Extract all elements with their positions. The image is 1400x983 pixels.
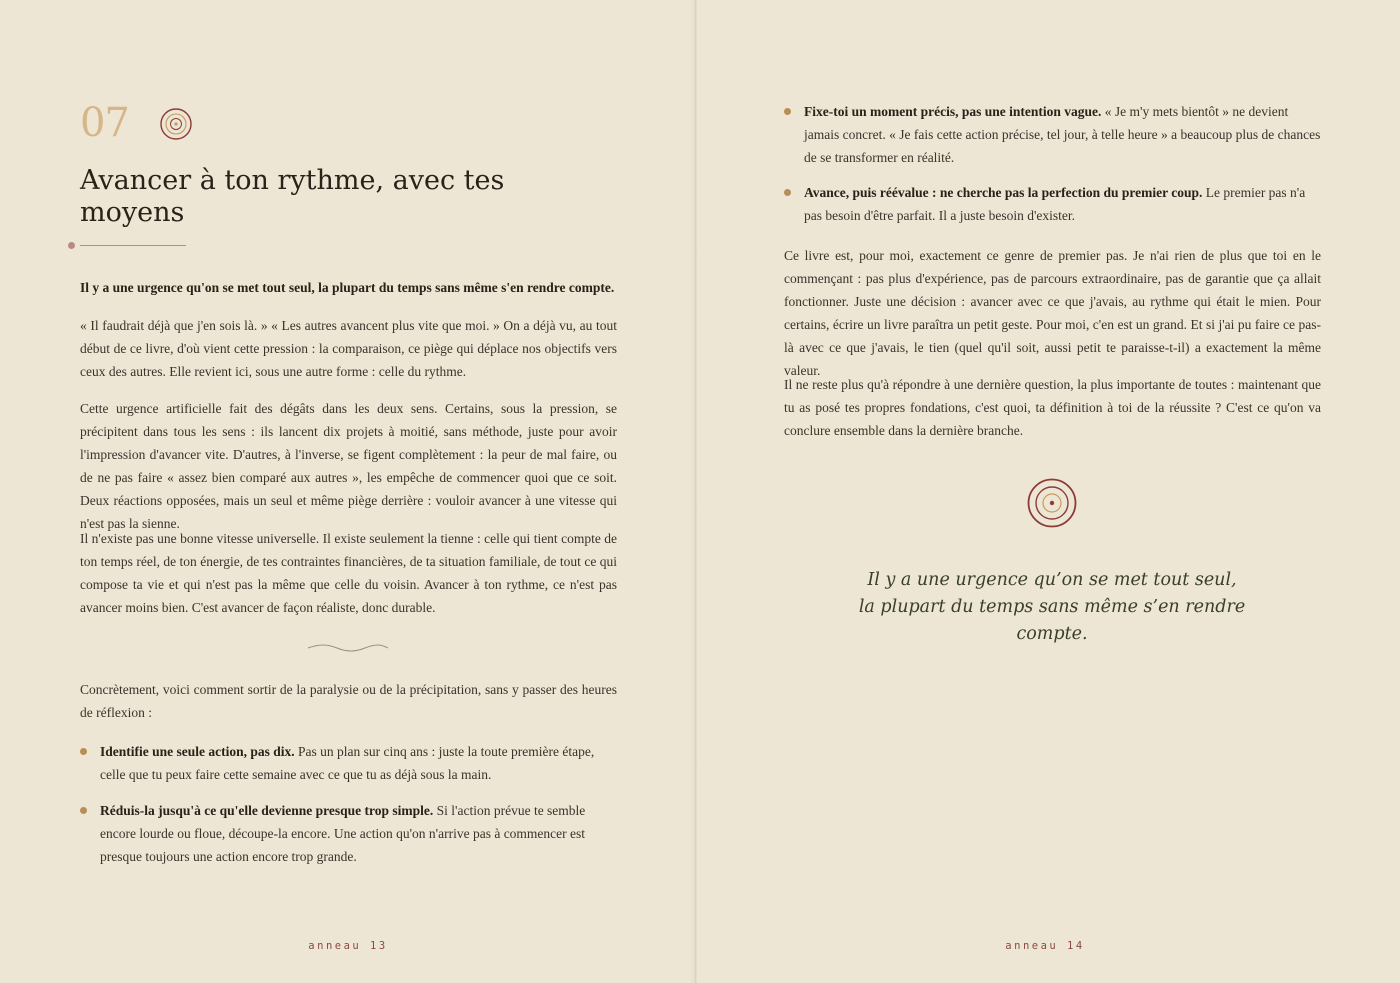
page-number: anneau 14 [1005,940,1085,952]
wave-divider-icon [307,641,389,655]
title-underline-line [80,245,186,246]
lead-paragraph: Il y a une urgence qu'on se met tout seul, la plupart du temps sans même s'en rendre compte. [80,280,615,295]
pull-quote: Il y a une urgence qu’on se met tout seul, la plupart du temps sans même s’en rendre compte. [858,570,1246,644]
body-paragraph: Il n'existe pas une bonne vitesse universelle. Il existe seulement la tienne : celle qui tient compte de ton temps réel, de ton énergie, de tes contraintes financières, de ta situation familiale, de tout ce qui compose ta vie et qui n'est pas la même que celle du voisin. Avancer à ton rythme, ce n'est pas avancer moins bien. C'est avancer de façon réaliste, donc durable. [80,531,617,615]
list-item-bold: Avance, puis réévalue : ne cherche pas la perfection du premier coup. [804,185,1203,200]
body-paragraph: Ce livre est, pour moi, exactement ce genre de premier pas. Je n'ai rien de plus que toi en le commençant : pas plus d'expérience, pas de parcours extraordinaire, pas de garantie que ça allait fonctionner. Juste une décision : avancer avec ce que j'avais, au rythme qui était le mien. Pour certains, écrire un livre paraîtra un petit geste. Pour moi, c'en est un grand. Et si j'ai pu faire ce pas-là avec ce que j'avais, le tien (quel qu'il soit, aussi petit te paraisse-t-il) a exactement la même valeur. [784,248,1321,378]
left-page [0,0,696,983]
list-item-text: Si l'action prévue te semble encore lourde ou floue, découpe-la encore. Une action qu'on n'arrive pas à commencer est presque toujours une action encore trop grande. [100,803,586,864]
right-page [697,0,1393,983]
title-underline [68,240,188,252]
concentric-rings-icon [160,108,192,140]
chapter-title: Avancer à ton rythme, avec tes moyens [80,165,505,228]
list-item-bold: Réduis-la jusqu'à ce qu'elle devienne presque trop simple. [100,803,434,818]
list-item-text: « Je m'y mets bientôt » ne devient jamais concret. « Je fais cette action précise, tel jour, à telle heure » a beaucoup plus de chances de se transformer en réalité. [804,104,1321,165]
page-number: anneau 13 [308,940,388,952]
chapter-number: 07 [80,100,129,146]
list-item [100,740,620,786]
body-paragraph: Concrètement, voici comment sortir de la paralysie ou de la précipitation, sans y passer des heures de réflexion : [80,682,617,720]
body-paragraph: Cette urgence artificielle fait des dégâts dans les deux sens. Certains, sous la pression, se précipitent dans tous les sens : ils lancent dix projets à moitié, sans méthode, juste pour avoir l'impression d'avancer vite. D'autres, à l'inverse, se figent complètement : la peur de mal faire, ou de ne pas faire « assez bien comparé aux autres », les empêche de commencer quoi que ce soit. Deux réactions opposées, mais un seul et même piège derrière : vouloir avancer à une vitesse qui n'est pas la sienne. [80,401,617,531]
concentric-rings-icon [1027,478,1077,528]
bullet-dot [784,108,791,115]
list-item-bold: Fixe-toi un moment précis, pas une intention vague. [804,104,1102,119]
bullet-dot [80,748,87,755]
list-item-text: Pas un plan sur cinq ans : juste la toute première étape, celle que tu peux faire cette semaine avec ce que tu as déjà sous la main. [100,744,595,782]
body-paragraph: Il ne reste plus qu'à répondre à une dernière question, la plus importante de toutes : maintenant que tu as posé tes propres fondations, c'est quoi, ta définition à toi de la réussite ? C'est ce qu'on va conclure ensemble dans la dernière branche. [784,377,1321,438]
bullet-dot [80,807,87,814]
list-item [100,799,620,868]
body-paragraph: « Il faudrait déjà que j'en sois là. » « Les autres avancent plus vite que moi. » On a déjà vu, au tout début de ce livre, d'où vient cette pression : la comparaison, ce piège qui déplace nos objectifs vers ceux des autres. Elle revient ici, sous une autre forme : celle du rythme. [80,318,617,379]
list-item-text: Le premier pas n'a pas besoin d'être parfait. Il a juste besoin d'exister. [804,185,1306,223]
bullet-dot [784,189,791,196]
title-underline-dot [68,242,75,249]
list-item [804,100,1324,169]
list-item [804,181,1324,227]
list-item-bold: Identifie une seule action, pas dix. [100,744,295,759]
